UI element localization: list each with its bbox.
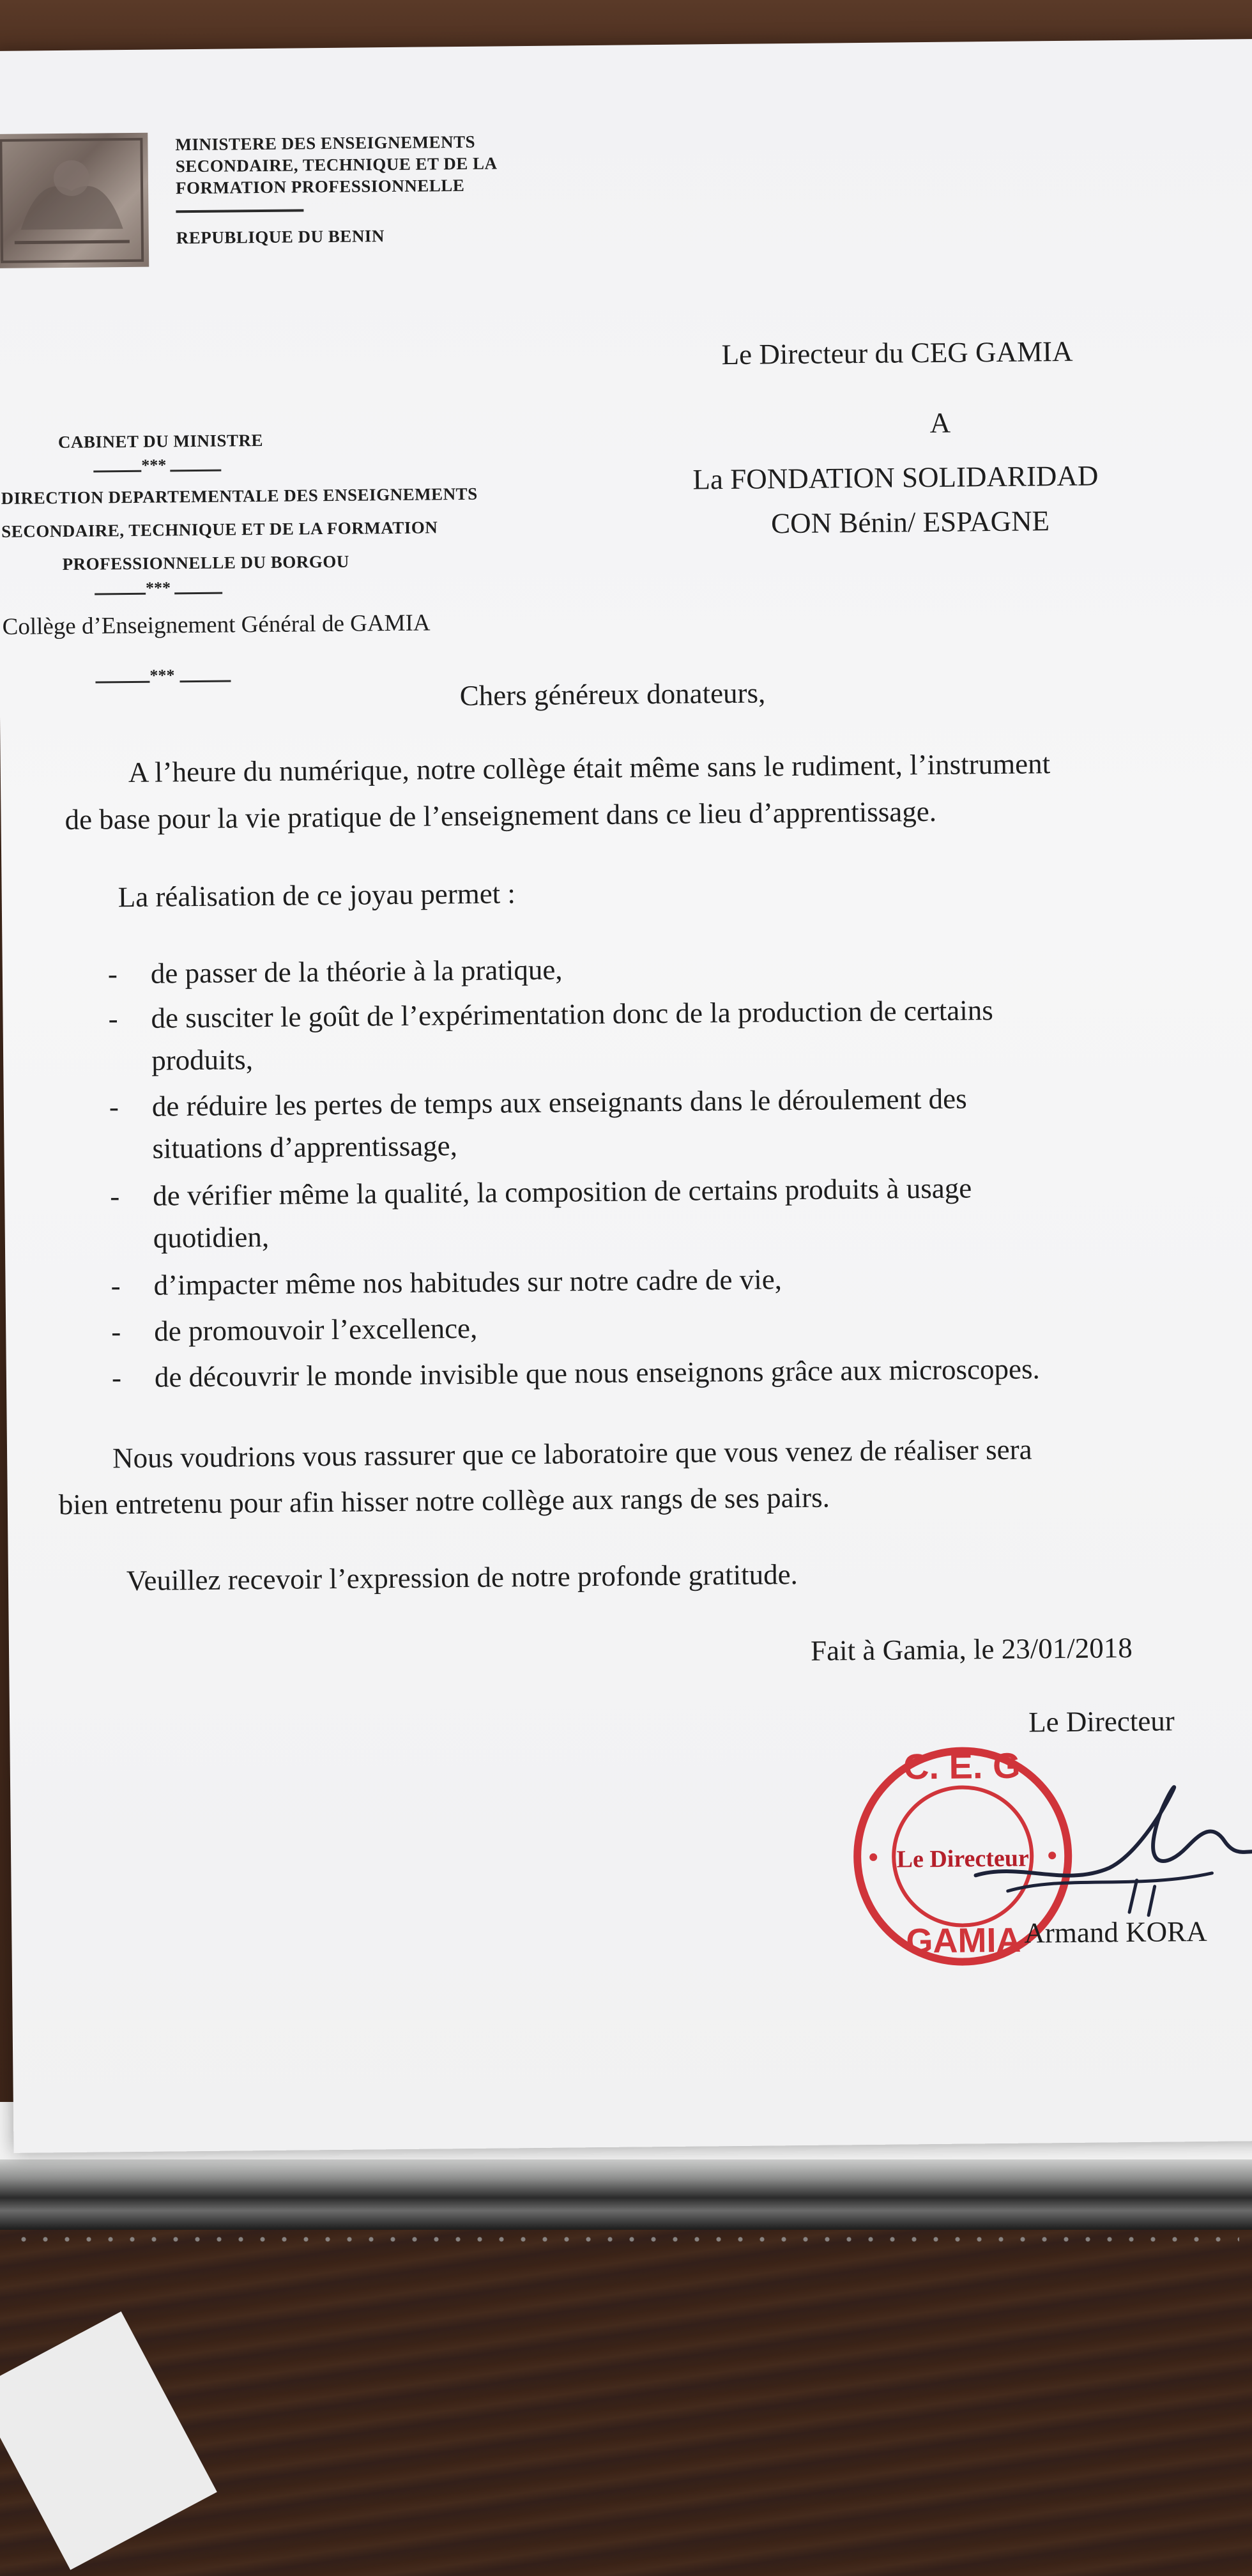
intro-line: La réalisation de ce joyau permet : [118, 877, 516, 914]
bullet-dash: - [111, 1269, 121, 1302]
coat-of-arms-emblem [0, 133, 149, 268]
bullet-2-line-2: produits, [151, 1043, 254, 1077]
bullet-dash: - [111, 1361, 122, 1394]
wooden-table-grain [0, 2217, 1252, 2576]
direction-line-2: SECONDAIRE, TECHNIQUE ET DE LA FORMATION [1, 518, 438, 541]
separator-line [95, 593, 146, 595]
ministry-line-2: SECONDAIRE, TECHNIQUE ET DE LA [175, 153, 498, 176]
separator-stars: *** [149, 666, 175, 685]
stamp-top-text: C. E. G [903, 1745, 1021, 1787]
closing-line: Veuillez recevoir l’expression de notre profonde gratitude. [126, 1558, 798, 1597]
separator-line [179, 680, 231, 682]
bullet-2-line-1: de susciter le goût de l’expérimentation donc de la production de certains [151, 994, 994, 1034]
separator-line [93, 470, 141, 473]
bullet-3-line-2: situations d’apprentissage, [152, 1130, 458, 1165]
direction-line-3: PROFESSIONNELLE DU BORGOU [62, 551, 349, 574]
signatory-title: Le Directeur [1028, 1705, 1175, 1738]
paragraph-2-line-1: Nous voudrions vous rassurer que ce laboratoire que vous venez de réaliser sera [112, 1433, 1032, 1475]
bullet-dash: - [107, 958, 118, 990]
bullet-3-line-1: de réduire les pertes de temps aux enseignants dans le déroulement des [151, 1082, 967, 1123]
separator-stars: *** [145, 578, 171, 597]
header-rule [176, 209, 303, 213]
letter-page [0, 39, 1252, 2153]
signatory-name: Armand KORA [1024, 1915, 1207, 1949]
ministry-line-1: MINISTERE DES ENSEIGNEMENTS [175, 132, 476, 155]
ministry-line-3: FORMATION PROFESSIONNELLE [175, 175, 465, 198]
bullet-4-line-2: quotidien, [153, 1220, 270, 1254]
sender-line: Le Directeur du CEG GAMIA [721, 335, 1073, 371]
bullet-5: d’impacter même nos habitudes sur notre cadre de vie, [153, 1263, 782, 1301]
bullet-dash: - [111, 1315, 121, 1348]
plastic-sleeve-perforation [13, 2230, 1239, 2249]
paragraph-1-line-2: de base pour la vie pratique de l’enseignement dans ce lieu d’apprentissage. [65, 795, 937, 836]
bullet-1: de passer de la théorie à la pratique, [150, 953, 563, 990]
separator-line [174, 592, 222, 595]
bullet-4-line-1: de vérifier même la qualité, la composition de certains produits à usage [152, 1172, 972, 1212]
bullet-7: de découvrir le monde invisible que nous enseignons grâce aux microscopes. [154, 1353, 1040, 1393]
bullet-dash: - [109, 1091, 119, 1123]
separator-line [95, 681, 149, 684]
college-name: Collège d’Enseignement Général de GAMIA [2, 610, 431, 640]
direction-line-1: DIRECTION DEPARTEMENTALE DES ENSEIGNEMENTS [1, 484, 478, 508]
recipient-line-2: CON Bénin/ ESPAGNE [770, 505, 1050, 540]
plastic-sleeve [0, 2159, 1252, 2230]
bullet-dash: - [108, 1002, 118, 1035]
stamp-center-text: Le Directeur [896, 1844, 1030, 1873]
to-word: A [929, 406, 951, 439]
bullet-dash: - [109, 1180, 120, 1213]
recipient-line-1: La FONDATION SOLIDARIDAD [692, 459, 1099, 496]
salutation: Chers généreux donateurs, [459, 677, 766, 712]
stamp-bottom-text: GAMIA [906, 1920, 1021, 1961]
separator-line [170, 470, 221, 472]
paragraph-2-line-2: bien entretenu pour afin hisser notre collège aux rangs de ses pairs. [58, 1481, 830, 1521]
paragraph-1-line-1: A l’heure du numérique, notre collège était même sans le rudiment, l’instrument [128, 747, 1051, 789]
republic-label: REPUBLIQUE DU BENIN [176, 226, 385, 248]
cabinet-label: CABINET DU MINISTRE [57, 430, 264, 452]
place-date: Fait à Gamia, le 23/01/2018 [810, 1632, 1133, 1667]
separator-stars: *** [141, 456, 167, 475]
bullet-6: de promouvoir l’excellence, [154, 1312, 478, 1347]
